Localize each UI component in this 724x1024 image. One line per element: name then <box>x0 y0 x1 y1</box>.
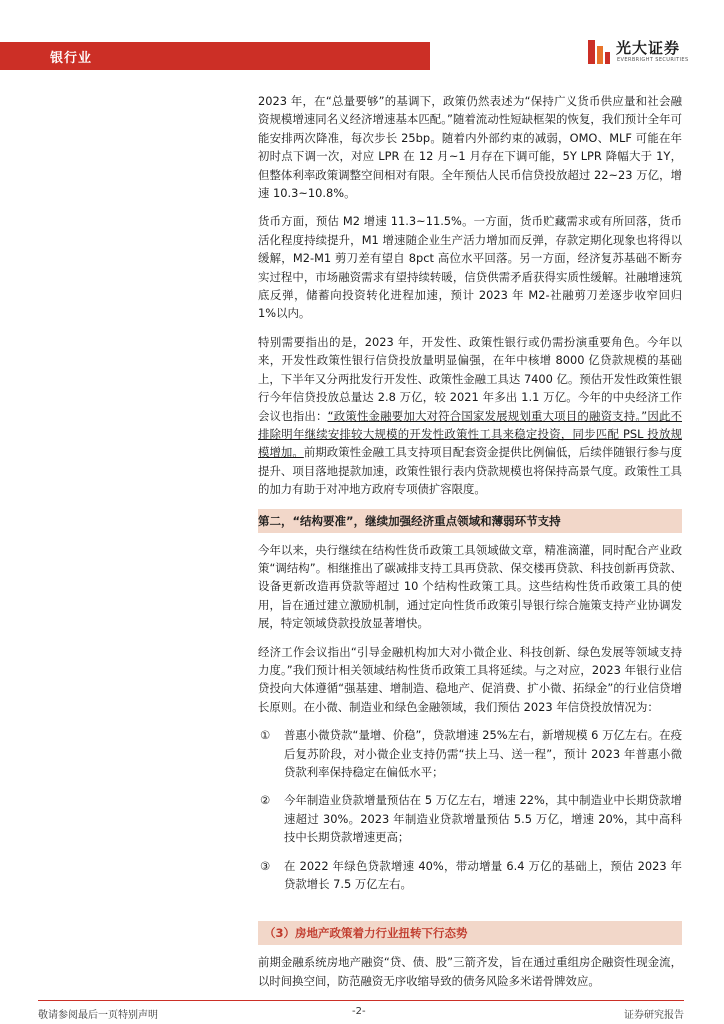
paragraph-money: 货币方面，预估 M2 增速 11.3~11.5%。一方面，货币贮藏需求或有所回落，货币活化程度持续提升，M1 增速随企业生产活力增加而反弹，存款定期化现象也将得以缓解，M2-M1 剪刀差有望自 8pct 高位水平回落。另一方面，经济复苏基础不断夯实过程中，市场融资需求有望持续转暖，信贷供需矛盾获得实质性缓解。社融增速筑底反弹，储蓄向投资转化进程加速，预计 2023 年 M2-社融剪刀差逐步收窄回归 1%以内。 <box>258 214 682 321</box>
list-number: ② <box>260 793 271 808</box>
list-text: 今年制造业贷款增量预估在 5 万亿左右，增速 22%，其中制造业中长期贷款增速超过 30%。2023 年制造业贷款增量预估 5.5 万亿，增速 20%，其中高科技中长期贷款增速更高； <box>284 793 682 845</box>
report-body <box>258 92 682 1000</box>
logo-chinese-name: 光大证券 <box>616 39 681 57</box>
list-item <box>258 791 682 846</box>
footer-report-type: 证券研究报告 <box>624 1010 684 1021</box>
footer-divider <box>38 1000 684 1001</box>
paragraph-policy: 2023 年，在“总量要够”的基调下，政策仍然表述为“保持广义货币供应量和社会融资规模增速同名义经济增速基本匹配。”随着流动性短缺框架的恢复，我们预计全年可能安排两次降准，每次步长 25bp。随着内外部约束的减弱，OMO、MLF 可能在年初时点下调一次，对应 LPR 在 12 月~1 月存在下调可能，5Y LPR 降幅大于 1Y，但整体利率政策调整空间相对有限。全年预估人民币信贷投放超过 22~23 万亿，增速 10.3~10.8%。 <box>258 94 682 201</box>
page-number: -2- <box>352 1006 366 1017</box>
list-number: ③ <box>260 858 271 873</box>
section-heading-text: （3）房地产政策着力行业扭转下行态势 <box>264 926 468 941</box>
paragraph-structural-tools: 今年以来，央行继续在结构性货币政策工具领域做文章，精准滴灌，同时配合产业政策“调结构”。相继推出了碳减排支持工具再贷款、保交楼再贷款、科技创新再贷款、设备更新改造再贷款等超过 10 个结构性政策工具。这些结构性货币政策工具的使用，旨在通过建立激励机制，通过定向性货币政策引导银行综合施策支持产业协调发展，特定领域贷款投放显著增快。 <box>258 542 682 631</box>
brand-logo <box>586 36 689 70</box>
list-item <box>258 726 682 781</box>
section-heading-real-estate <box>258 921 682 945</box>
paragraph-credit-outlook: 经济工作会议指出“引导金融机构加大对小微企业、科技创新、绿色发展等领域支持力度。”我们预计相关领域结构性货币政策工具将延续。与之对应，2023 年银行业信贷投向大体遵循“强基建、增制造、稳地产、促消费、扩小微、拓绿金”的行业信贷增长原则。在小微、制造业和绿色金融领域，我们预估 2023 年信贷投放情况为： <box>258 644 682 714</box>
everbright-logo-icon <box>586 38 612 66</box>
paragraph-text: 前期政策性金融工具支持项目配套资金提供比例偏低，后续伴随银行参与度提升、项目落地提款加速，政策性银行表内贷款规模也将保持高景气度。政策性工具的加力有助于对冲地方政府专项债扩容限度。 <box>258 445 682 497</box>
sector-label: 银行业 <box>50 51 93 66</box>
list-text: 在 2022 年绿色贷款增速 40%，带动增量 6.4 万亿的基础上，预估 2023 年贷款增长 7.5 万亿左右。 <box>284 858 682 892</box>
list-text: 普惠小微贷款“量增、价稳”，贷款增速 25%左右，新增规模 6 万亿左右。在疫后复苏阶段，对小微企业支持仍需“扶上马、送一程”，预计 2023 年普惠小微贷款利率保持稳定在偏低水平； <box>284 728 682 779</box>
footer-disclaimer: 敬请参阅最后一页特别声明 <box>38 1010 158 1021</box>
logo-english-name: EVERBRIGHT SECURITIES <box>617 57 689 63</box>
section-heading-text: 第二，“结构要准”，继续加强经济重点领域和薄弱环节支持 <box>258 513 561 528</box>
highlight-quote: “政策性金融要加大对符合国家发展规划重大项目的融资支持。”因此不排除明年继续安排较大规模的开发性政策性工具来稳定投资，同步匹配 PSL 投放规模增加。 <box>258 408 682 460</box>
section-heading-structure <box>258 509 682 533</box>
paragraph-real-estate: 前期金融系统房地产融资“贷、债、股”三箭齐发，旨在通过重组房企融资性现金流，以时间换空间，防范融资无序收缩导致的债务风险多米诺骨牌效应。 <box>258 955 682 988</box>
list-item <box>258 857 682 894</box>
paragraph-text: 特别需要指出的是，2023 年，开发性、政策性银行或仍需扮演重要角色。今年以来，开发性政策性银行信贷投放量明显偏强，在年中核增 8000 亿贷款规模的基础上，下半年又分两批发行开发性、政策性金融工具达 7400 亿。预估开发性政策性银行今年信贷投放总量达 2.8 万亿，较 2021 年多出 1.1 万亿。今年的中央经济工作会议也指出： <box>258 334 682 423</box>
list-number: ① <box>260 728 271 743</box>
paragraph-policy-banks <box>258 333 682 499</box>
